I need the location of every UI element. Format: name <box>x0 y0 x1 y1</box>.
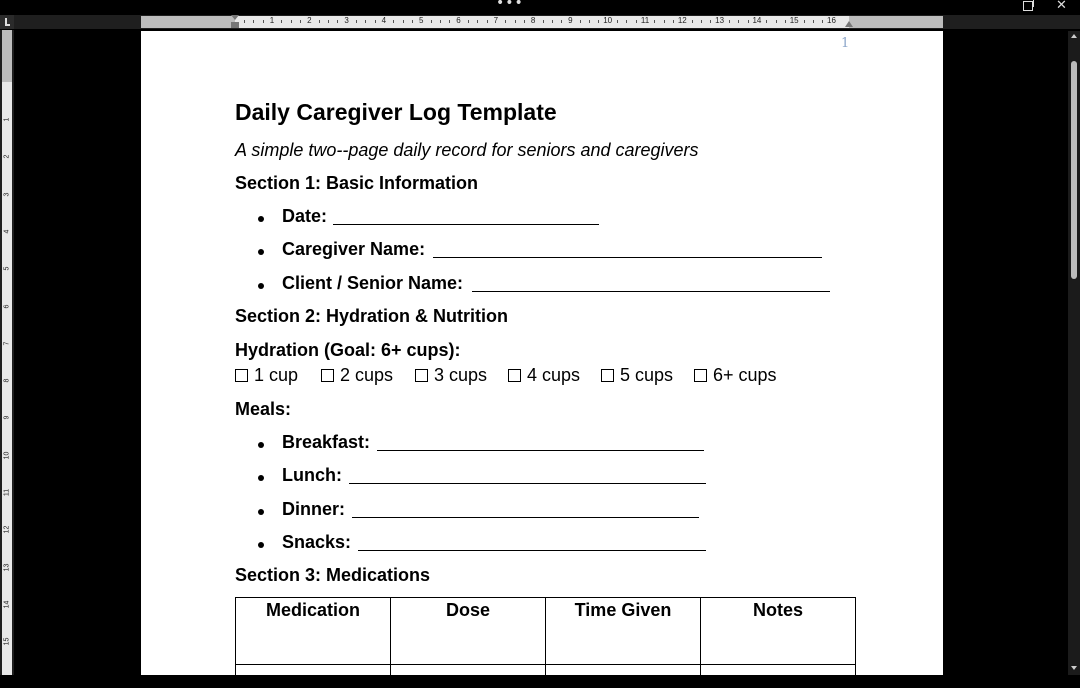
ruler-tick <box>804 20 805 23</box>
ruler-tick <box>822 20 823 23</box>
ruler-tick <box>487 20 488 23</box>
scroll-down-icon[interactable] <box>1071 666 1077 670</box>
ruler-tick <box>785 20 786 23</box>
table-header-medication: Medication <box>236 598 391 665</box>
medications-table <box>235 597 856 688</box>
bullet-icon <box>258 249 264 255</box>
horizontal-ruler[interactable] <box>0 15 1080 29</box>
ruler-tick <box>281 20 282 23</box>
bullet-icon <box>258 442 264 448</box>
checkbox-icon[interactable] <box>235 369 248 382</box>
ruler-tick <box>552 20 553 23</box>
snacks-label: Snacks: <box>282 532 352 552</box>
ruler-number: 14 <box>752 16 762 25</box>
ruler-tick <box>636 20 637 23</box>
date-field-line[interactable] <box>333 224 599 225</box>
table-header-row <box>236 598 856 665</box>
meals-heading: Meals: <box>235 399 292 419</box>
ruler-tick <box>328 20 329 23</box>
document-title: Daily Caregiver Log Template <box>235 99 557 125</box>
document-subtitle: A simple two--page daily record for seniors and caregivers <box>235 140 699 160</box>
vertical-ruler[interactable] <box>0 30 14 675</box>
ruler-tick <box>300 20 301 23</box>
snacks-line[interactable] <box>358 550 706 551</box>
checkbox-icon[interactable] <box>694 369 707 382</box>
ruler-number: 1 <box>3 117 11 122</box>
ruler-number: 10 <box>603 16 613 25</box>
checkbox-icon[interactable] <box>321 369 334 382</box>
ruler-tick <box>664 20 665 23</box>
dinner-line[interactable] <box>352 517 699 518</box>
ruler-tick <box>375 20 376 23</box>
ruler-tick <box>654 20 655 23</box>
first-line-indent-marker[interactable] <box>231 15 239 20</box>
ruler-tick <box>468 20 469 23</box>
hydration-heading: Hydration (Goal: 6+ cups): <box>235 340 461 360</box>
right-margin-area <box>849 16 943 28</box>
ruler-tick <box>505 20 506 23</box>
ruler-tick <box>449 20 450 23</box>
ruler-tick <box>710 20 711 23</box>
ruler-tick <box>440 20 441 23</box>
ruler-tick <box>356 20 357 23</box>
scroll-up-icon[interactable] <box>1071 34 1077 38</box>
caregiver-name-line[interactable] <box>433 257 822 258</box>
restore-window-icon[interactable] <box>1023 1 1033 11</box>
ruler-tick <box>813 20 814 23</box>
ruler-tick <box>431 20 432 23</box>
ruler-tick <box>515 20 516 23</box>
ruler-tick <box>617 20 618 23</box>
right-indent-marker[interactable] <box>845 21 853 27</box>
table-header-time-given: Time Given <box>546 598 701 665</box>
table-header-dose: Dose <box>391 598 546 665</box>
ruler-tick <box>738 20 739 23</box>
table-cell[interactable] <box>236 665 391 688</box>
breakfast-line[interactable] <box>377 450 704 451</box>
lunch-label: Lunch: <box>282 465 342 485</box>
ruler-tick <box>337 20 338 23</box>
bullet-icon <box>258 283 264 289</box>
ruler-tick <box>692 20 693 23</box>
bullet-icon <box>258 509 264 515</box>
bullet-icon <box>258 542 264 548</box>
breakfast-label: Breakfast: <box>282 432 371 452</box>
ruler-tick <box>263 20 264 23</box>
ruler-tick <box>561 20 562 23</box>
left-indent-marker[interactable] <box>231 22 239 28</box>
cup-option-5[interactable]: 5 cups <box>601 365 673 386</box>
ruler-number: 5 <box>3 266 11 271</box>
ruler-tick <box>766 20 767 23</box>
ruler-tick <box>365 20 366 23</box>
page-number: 1 <box>841 36 850 51</box>
bullet-icon <box>258 216 264 222</box>
ruler-number: 7 <box>3 341 11 346</box>
table-row <box>236 665 856 688</box>
ruler-number: 11 <box>3 488 11 497</box>
checkbox-icon[interactable] <box>601 369 614 382</box>
cup-option-2[interactable]: 2 cups <box>321 365 393 386</box>
ruler-number: 16 <box>827 16 836 25</box>
date-field-label: Date: <box>282 206 328 226</box>
ruler-number: 12 <box>3 525 11 534</box>
bullet-icon <box>258 475 264 481</box>
ruler-number: 2 <box>3 154 11 159</box>
ruler-number: 15 <box>3 637 11 646</box>
client-name-label: Client / Senior Name: <box>282 273 464 293</box>
ruler-number: 15 <box>789 16 799 25</box>
window-title-bar <box>0 0 1080 14</box>
ruler-tick <box>598 20 599 23</box>
cup-option-3[interactable]: 3 cups <box>415 365 487 386</box>
section3-heading: Section 3: Medications <box>235 565 431 585</box>
cup-option-1[interactable]: 1 cup <box>235 365 298 386</box>
table-header-notes: Notes <box>701 598 856 665</box>
dinner-label: Dinner: <box>282 499 345 519</box>
client-name-line[interactable] <box>472 291 830 292</box>
ruler-number: 5 <box>418 16 424 25</box>
vertical-scrollbar[interactable] <box>1068 31 1080 675</box>
checkbox-icon[interactable] <box>415 369 428 382</box>
ruler-number: 6 <box>3 304 11 308</box>
tab-selector-icon[interactable] <box>0 15 14 29</box>
top-margin-area <box>2 30 12 82</box>
close-icon[interactable]: ✕ <box>1056 0 1067 13</box>
ruler-tick <box>291 20 292 23</box>
ruler-number: 3 <box>3 192 11 197</box>
ruler-tick <box>589 20 590 23</box>
ruler-number: 6 <box>456 16 461 25</box>
ruler-number: 4 <box>3 229 11 234</box>
table-cell[interactable] <box>546 665 701 688</box>
cup-option-6plus[interactable]: 6+ cups <box>694 365 777 386</box>
ruler-tick <box>673 20 674 23</box>
left-margin-area <box>141 16 235 28</box>
ruler-tick <box>701 20 702 23</box>
table-cell[interactable] <box>701 665 856 688</box>
more-options-icon[interactable]: ••• <box>496 0 524 11</box>
ruler-tick <box>393 20 394 23</box>
ruler-number: 13 <box>3 563 11 571</box>
ruler-tick <box>403 20 404 23</box>
ruler-number: 2 <box>307 16 312 25</box>
ruler-tick <box>477 20 478 23</box>
ruler-number: 10 <box>3 451 11 460</box>
ruler-number: 11 <box>640 16 650 25</box>
lunch-line[interactable] <box>349 483 706 484</box>
ruler-tick <box>244 20 245 23</box>
ruler-number: 3 <box>344 16 349 25</box>
ruler-number: 4 <box>381 16 387 25</box>
ruler-tick <box>253 20 254 23</box>
ruler-number: 14 <box>3 600 11 609</box>
caregiver-name-label: Caregiver Name: <box>282 239 426 259</box>
ruler-tick <box>776 20 777 23</box>
ruler-number: 8 <box>530 16 536 25</box>
ruler-number: 9 <box>3 415 11 420</box>
ruler-tick <box>412 20 413 23</box>
cup-option-4[interactable]: 4 cups <box>508 365 580 386</box>
ruler-number: 13 <box>715 16 725 25</box>
checkbox-icon[interactable] <box>508 369 521 382</box>
scrollbar-thumb[interactable] <box>1071 61 1077 279</box>
section2-heading: Section 2: Hydration & Nutrition <box>235 306 509 326</box>
ruler-tick <box>580 20 581 23</box>
section1-heading: Section 1: Basic Information <box>235 173 479 193</box>
ruler-tick <box>524 20 525 23</box>
ruler-number: 8 <box>3 378 11 383</box>
ruler-tick <box>729 20 730 23</box>
ruler-tick <box>543 20 544 23</box>
ruler-number: 12 <box>677 16 687 25</box>
ruler-number: 9 <box>568 16 573 25</box>
table-cell[interactable] <box>391 665 546 688</box>
ruler-tick <box>319 20 320 23</box>
ruler-tick <box>748 20 749 23</box>
ruler-number: 7 <box>493 16 499 25</box>
ruler-tick <box>626 20 627 23</box>
ruler-number: 1 <box>269 16 275 25</box>
